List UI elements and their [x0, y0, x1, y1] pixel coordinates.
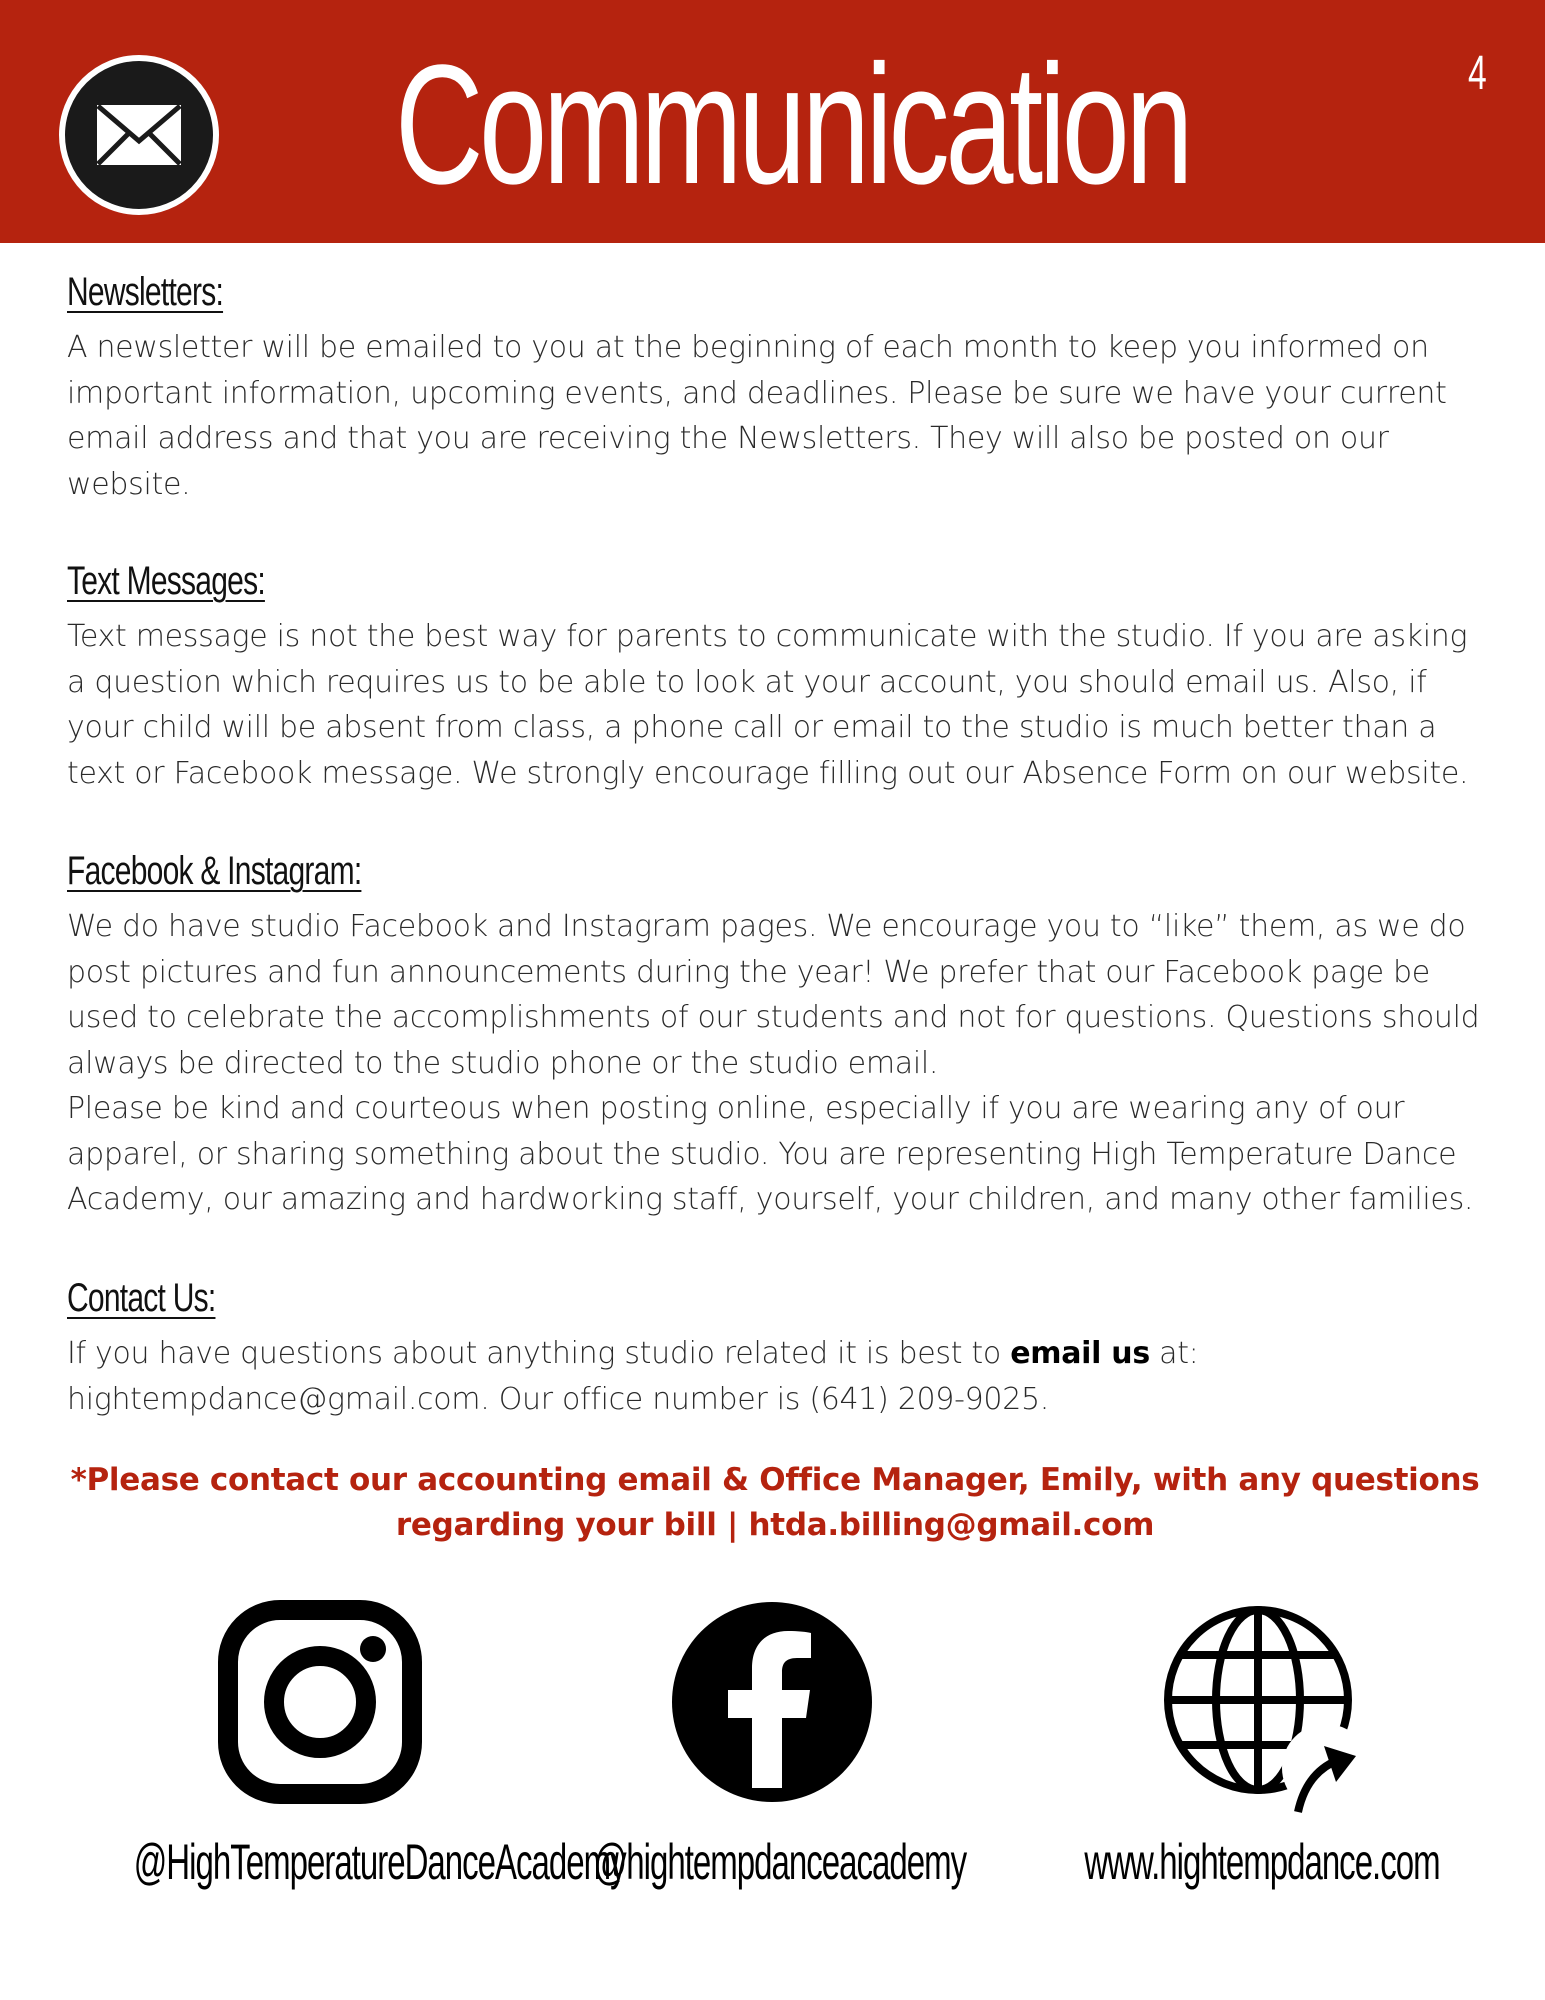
header-bar — [0, 0, 1545, 243]
social-body-2: Please be kind and courteous when posting online, especially if you are wearing any of our apparel, or sharing something about the studio. You are representing High Temperature Dance Academy, our amazing and hardworking staff, yourself, your children, and many other families. — [67, 1091, 1474, 1217]
newsletters-body: A newsletter will be emailed to you at the beginning of each month to keep you informed on important information, upcoming events, and deadlines. Please be sure we have your current email address and that you are receiving the Newsletters. They will also be posted on our website. — [67, 330, 1447, 502]
instagram-handle-link[interactable]: @HighTemperatureDanceAcademy — [133, 1834, 626, 1890]
contact-section — [67, 1272, 1487, 1422]
instagram-icon[interactable] — [218, 1600, 422, 1808]
contact-body-suffix: at: hightempdance@gmail.com. Our office number is (641) 209-9025. — [67, 1336, 1199, 1417]
text-messages-section — [67, 555, 1487, 796]
text-messages-heading: Text Messages: — [67, 559, 265, 603]
website-link[interactable]: www.hightempdance.com — [1084, 1834, 1440, 1890]
facebook-icon[interactable] — [670, 1600, 874, 1808]
email-us-emphasis: email us — [1010, 1336, 1150, 1371]
globe-icon[interactable] — [1158, 1600, 1372, 1824]
contact-heading: Contact Us: — [67, 1276, 216, 1320]
newsletters-section — [67, 266, 1487, 507]
text-messages-body: Text message is not the best way for parents to communicate with the studio. If you are asking a question which requires us to be able to look at your account, you should email us. Also, if your child will be absent from class, a phone call or email to the studio is much better than a text or Facebook message. We strongly encourage filling out our Absence Form on our website. — [67, 619, 1469, 791]
social-body-1: We do have studio Facebook and Instagram pages. We encourage you to “like” them, as we do post pictures and fun announcements during the year! We prefer that our Facebook page be used to celebrate the accomplishments of our students and not for questions. Questions should always be directed to the studio phone or the studio email. — [67, 909, 1480, 1081]
page-title: Communication — [395, 30, 1190, 220]
contact-body-prefix: If you have questions about anything studio related it is best to — [67, 1336, 1001, 1371]
envelope-icon — [59, 55, 219, 215]
contact-body — [67, 1331, 1487, 1422]
newsletters-heading: Newsletters: — [67, 270, 224, 314]
page-number: 4 — [1468, 47, 1487, 100]
social-heading: Facebook & Instagram: — [67, 849, 362, 893]
billing-note: *Please contact our accounting email & Office Manager, Emily, with any questions regarding your bill | htda.billing@gmail.com — [70, 1462, 1480, 1543]
facebook-handle-link[interactable]: @hightempdanceacademy — [593, 1834, 967, 1890]
social-section — [67, 845, 1487, 1223]
